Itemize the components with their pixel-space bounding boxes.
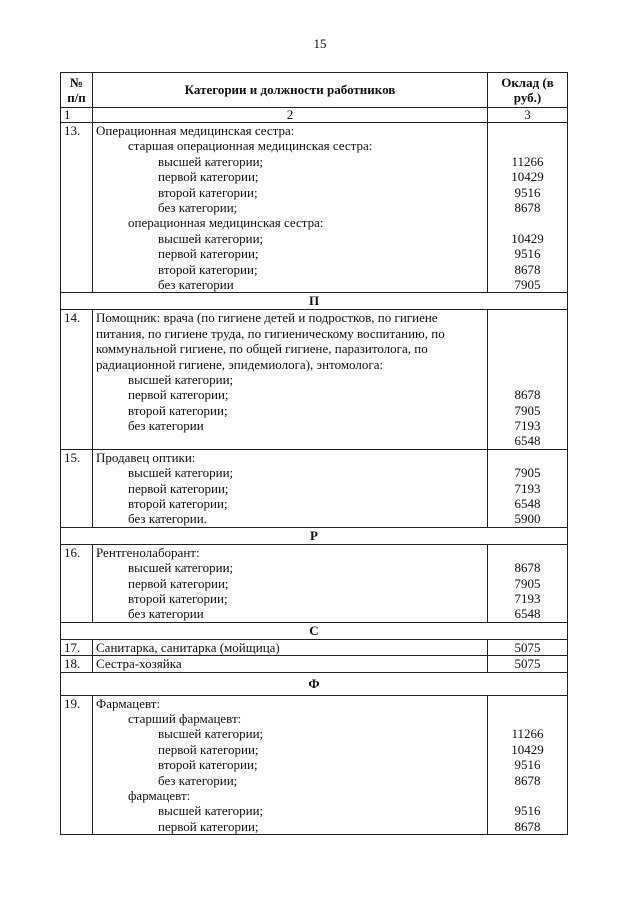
category-label: высшей категории; xyxy=(128,560,234,576)
category-label: второй категории; xyxy=(158,184,258,200)
header-category: Категории и должности работников xyxy=(93,73,488,108)
salary-value: 7905 xyxy=(514,465,541,481)
category-label: без категории. xyxy=(128,511,207,527)
category-label: первой категории; xyxy=(128,575,229,591)
section-letter: Ф xyxy=(61,672,568,695)
salary-value: 11266 xyxy=(511,153,544,169)
category-label: высшей категории; xyxy=(128,465,234,481)
section-letter: Р xyxy=(61,527,568,544)
position-title: Сестра-хозяйка xyxy=(93,656,488,672)
salary-value: 7193 xyxy=(514,480,541,496)
salary-value: 7193 xyxy=(514,418,541,434)
salary-value: 5075 xyxy=(488,639,568,655)
row-description xyxy=(93,123,488,293)
row-number: 17. xyxy=(61,639,93,655)
row-number: 14. xyxy=(61,310,93,450)
salary-value: 7905 xyxy=(514,575,541,591)
category-label: высшей категории; xyxy=(158,230,264,246)
table-row xyxy=(61,695,568,835)
salary-value: 6548 xyxy=(514,496,541,512)
salary-value: 11266 xyxy=(511,726,544,742)
row-number: 19. xyxy=(61,695,93,835)
salary-value: 8678 xyxy=(514,772,541,788)
category-label: без категории xyxy=(158,276,234,292)
salary-value: 8678 xyxy=(514,560,541,576)
subposition-title: старший фармацевт: xyxy=(128,710,242,726)
section-letter-row xyxy=(61,527,568,544)
position-title: Продавец оптики: xyxy=(96,449,196,465)
section-letter-row xyxy=(61,672,568,695)
category-label: первой категории; xyxy=(128,387,229,403)
position-title: Рентгенолаборант: xyxy=(96,544,200,560)
row-number: 16. xyxy=(61,544,93,622)
row-salary xyxy=(488,449,568,527)
category-label: второй категории; xyxy=(128,402,228,418)
category-label: первой категории; xyxy=(158,169,259,185)
salary-table xyxy=(60,72,568,835)
index-1: 1 xyxy=(61,108,93,123)
salary-value: 7193 xyxy=(514,590,541,606)
table-row xyxy=(61,310,568,450)
row-number: 15. xyxy=(61,449,93,527)
row-description xyxy=(93,695,488,835)
row-salary xyxy=(488,123,568,293)
header-num: № п/п xyxy=(61,73,93,108)
row-number: 18. xyxy=(61,656,93,672)
salary-value: 8678 xyxy=(514,199,541,215)
section-letter: П xyxy=(61,293,568,310)
salary-value: 5900 xyxy=(514,511,541,527)
salary-value: 6548 xyxy=(514,606,541,622)
salary-value: 7905 xyxy=(514,402,541,418)
category-label: без категории; xyxy=(158,199,238,215)
salary-value: 10429 xyxy=(511,169,544,185)
category-label: второй категории; xyxy=(128,590,228,606)
position-title: Фармацевт: xyxy=(96,695,161,711)
category-label: второй категории; xyxy=(158,757,258,773)
salary-value: 7905 xyxy=(514,276,541,292)
row-description xyxy=(93,310,488,450)
salary-value: 5075 xyxy=(488,656,568,672)
column-index-row xyxy=(61,108,568,123)
table-header-row xyxy=(61,73,568,108)
category-label: без категории xyxy=(128,418,204,434)
category-label: первой категории; xyxy=(158,246,259,262)
page-number: 15 xyxy=(313,36,327,51)
category-label: первой категории; xyxy=(158,741,259,757)
category-label: без категории xyxy=(128,606,204,622)
salary-value: 9516 xyxy=(514,803,541,819)
salary-value: 8678 xyxy=(514,261,541,277)
section-letter: С xyxy=(61,622,568,639)
salary-value: 10429 xyxy=(511,230,544,246)
table-row xyxy=(61,123,568,293)
salary-value: 9516 xyxy=(514,184,541,200)
category-label: второй категории; xyxy=(128,496,228,512)
table-row xyxy=(61,544,568,622)
category-label: первой категории; xyxy=(128,480,229,496)
salary-value: 8678 xyxy=(514,818,541,834)
position-title: Помощник: врача (по гигиене детей и подростков, по гигиене питания, по гигиене труда, по гигиеническому воспитанию, по коммунальной гигиене, по общей гигиене, паразитолога, по радиационной гигиене, эпидемиолога), энтомолога: xyxy=(96,310,445,372)
row-number: 13. xyxy=(61,123,93,293)
category-label: высшей категории; xyxy=(158,803,264,819)
table-row xyxy=(61,449,568,527)
subposition-title: операционная медицинская сестра: xyxy=(128,215,324,231)
row-salary xyxy=(488,695,568,835)
index-2: 2 xyxy=(93,108,488,123)
row-salary xyxy=(488,310,568,450)
header-salary: Оклад (в руб.) xyxy=(488,73,568,108)
salary-value: 9516 xyxy=(514,757,541,773)
subposition-title: фармацевт: xyxy=(128,787,191,803)
index-3: 3 xyxy=(488,108,568,123)
row-description xyxy=(93,544,488,622)
table-row xyxy=(61,656,568,672)
salary-value: 9516 xyxy=(514,246,541,262)
category-label: высшей категории; xyxy=(158,153,264,169)
section-letter-row xyxy=(61,622,568,639)
section-letter-row xyxy=(61,293,568,310)
position-title: Операционная медицинская сестра: xyxy=(96,123,295,138)
subposition-title: старшая операционная медицинская сестра: xyxy=(128,138,373,154)
row-description xyxy=(93,449,488,527)
category-label: без категории; xyxy=(158,772,238,788)
table-row xyxy=(61,639,568,655)
category-label: второй категории; xyxy=(158,261,258,277)
salary-value: 8678 xyxy=(514,387,541,403)
salary-value: 10429 xyxy=(511,741,544,757)
salary-value: 6548 xyxy=(514,433,541,449)
row-salary xyxy=(488,544,568,622)
position-title: Санитарка, санитарка (мойщица) xyxy=(93,639,488,655)
category-label: первой категории; xyxy=(158,818,259,834)
category-label: высшей категории; xyxy=(128,371,234,387)
category-label: высшей категории; xyxy=(158,726,264,742)
